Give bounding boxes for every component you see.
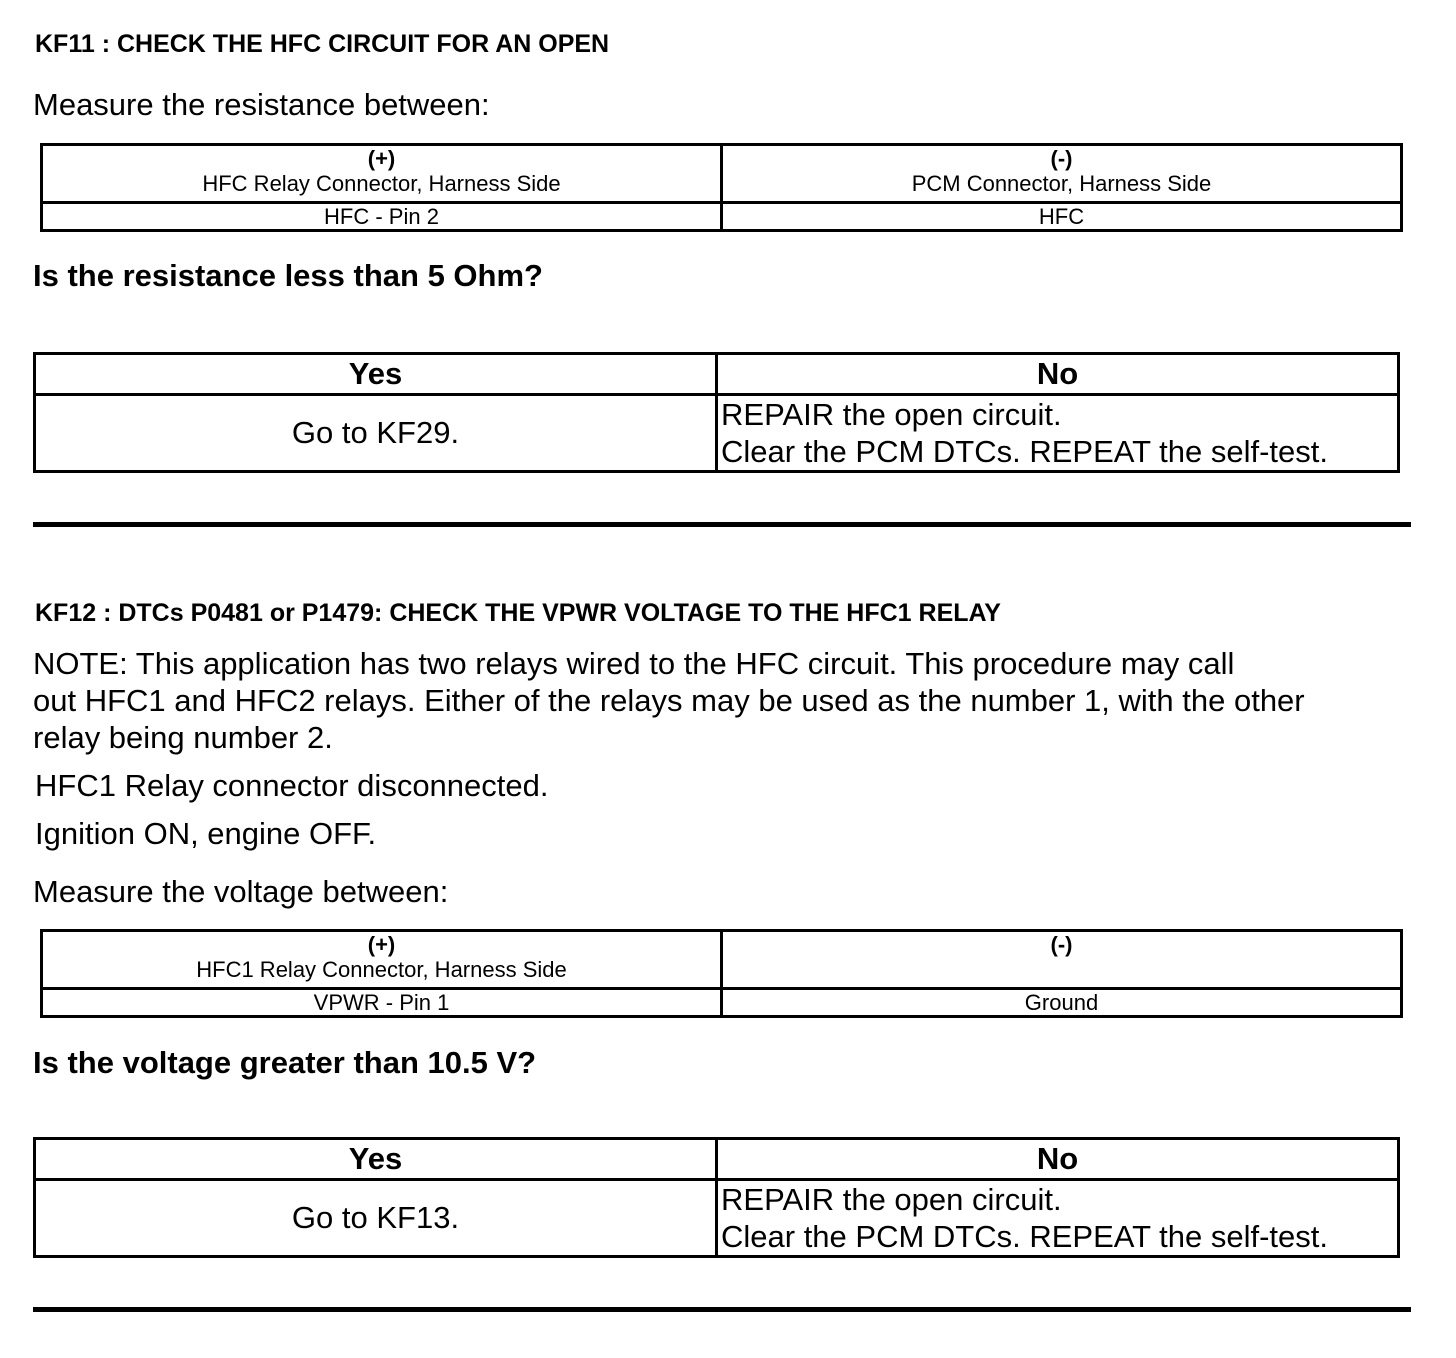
kf11-positive-pin: HFC - Pin 2 (42, 203, 722, 231)
kf12-question: Is the voltage greater than 10.5 V? (33, 1045, 537, 1080)
negative-sign: (-) (1050, 146, 1073, 171)
positive-connector-label: HFC1 Relay Connector, Harness Side (196, 957, 567, 982)
negative-connector-label: PCM Connector, Harness Side (911, 171, 1212, 196)
kf11-decision-table (33, 352, 1400, 473)
kf12-measurement-table (40, 929, 1403, 1018)
positive-connector-label: HFC Relay Connector, Harness Side (202, 171, 561, 196)
kf12-positive-header (42, 931, 722, 989)
kf11-no-action-line1: REPAIR the open circuit. (721, 397, 1062, 432)
kf12-positive-pin: VPWR - Pin 1 (42, 989, 722, 1017)
kf11-negative-header (722, 145, 1402, 203)
kf12-note-line1: NOTE: This application has two relays wired to the HFC circuit. This procedure may call (33, 646, 1235, 681)
kf12-no-header: No (717, 1139, 1399, 1180)
kf12-condition-ignition: Ignition ON, engine OFF. (35, 816, 377, 851)
kf11-negative-pin: HFC (722, 203, 1402, 231)
kf11-question: Is the resistance less than 5 Ohm? (33, 258, 543, 293)
kf12-no-action-line1: REPAIR the open circuit. (721, 1182, 1062, 1217)
kf12-note-line2: out HFC1 and HFC2 relays. Either of the relays may be used as the number 1, with the other (33, 683, 1305, 718)
kf12-yes-header: Yes (35, 1139, 717, 1180)
kf11-title: KF11 : CHECK THE HFC CIRCUIT FOR AN OPEN (35, 30, 610, 58)
positive-sign: (+) (367, 932, 396, 957)
negative-sign: (-) (1050, 932, 1073, 957)
kf12-decision-table (33, 1137, 1400, 1258)
kf12-title: KF12 : DTCs P0481 or P1479: CHECK THE VPWR VOLTAGE TO THE HFC1 RELAY (35, 599, 1001, 627)
kf11-instruction: Measure the resistance between: (33, 87, 490, 122)
kf11-no-header: No (717, 354, 1399, 395)
kf12-no-action (717, 1180, 1399, 1257)
kf12-negative-header (722, 931, 1402, 989)
kf11-no-action (717, 395, 1399, 472)
kf11-measurement-table (40, 143, 1403, 232)
kf11-yes-header: Yes (35, 354, 717, 395)
kf12-yes-action: Go to KF13. (35, 1180, 717, 1257)
kf11-no-action-line2: Clear the PCM DTCs. REPEAT the self-test. (721, 434, 1328, 469)
kf11-yes-action: Go to KF29. (35, 395, 717, 472)
positive-sign: (+) (367, 146, 396, 171)
kf11-positive-header (42, 145, 722, 203)
kf12-note-line3: relay being number 2. (33, 720, 333, 755)
kf12-negative-pin: Ground (722, 989, 1402, 1017)
kf12-condition-connector: HFC1 Relay connector disconnected. (35, 768, 549, 803)
kf12-no-action-line2: Clear the PCM DTCs. REPEAT the self-test. (721, 1219, 1328, 1254)
section-divider (33, 522, 1411, 527)
kf12-instruction: Measure the voltage between: (33, 874, 449, 909)
section-divider (33, 1307, 1411, 1312)
